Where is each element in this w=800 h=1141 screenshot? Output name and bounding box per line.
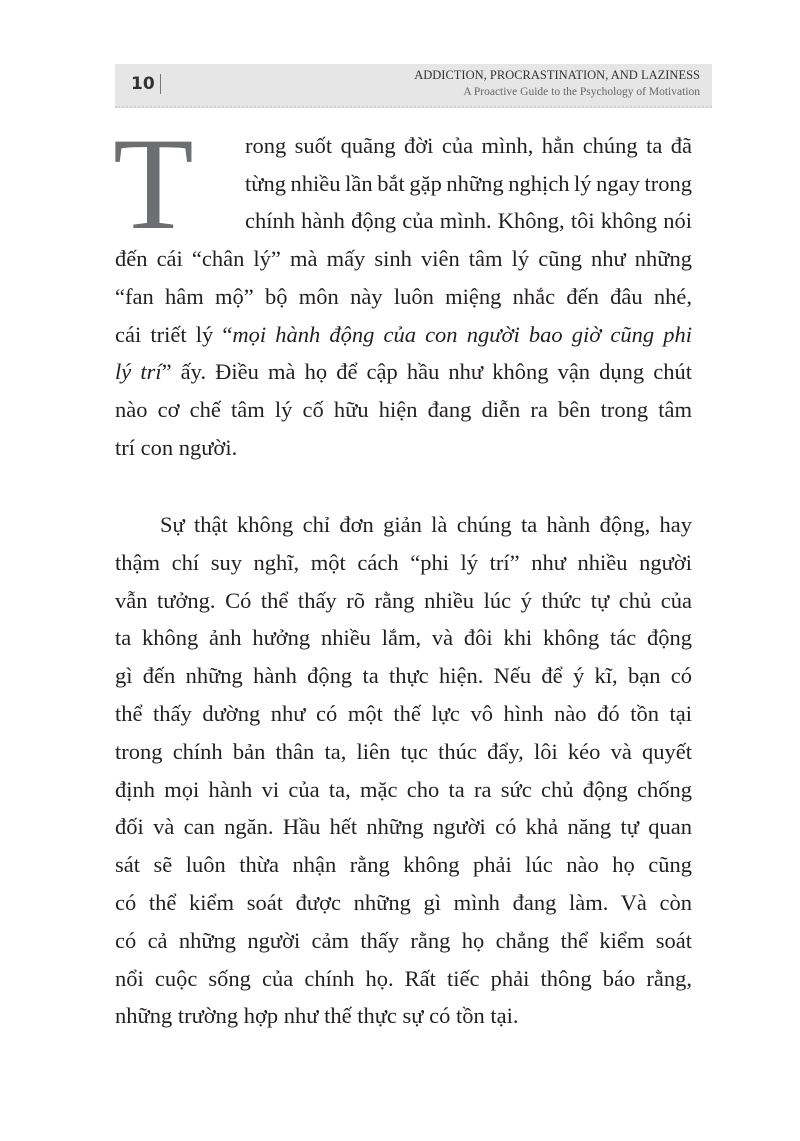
line-content: sát sẽ luôn thừa nhận rằng không phải lúc nào họ cũng: [115, 852, 692, 878]
text-line: [115, 812, 692, 842]
header-divider: [160, 74, 161, 94]
line-content: trong chính bản thân ta, liên tục thúc đẩy, lôi kéo và quyết: [115, 738, 692, 764]
line-content: gì đến những hành động ta thực hiện. Nếu để ý kĩ, bạn có: [115, 663, 692, 689]
text-line: [115, 357, 692, 387]
text-line: [115, 548, 692, 578]
line-content: rong suốt quãng đời của mình, hẳn chúng ta đã: [245, 133, 692, 158]
line-content: vẫn tưởng. Có thể thấy rõ rằng nhiều lúc ý thức tự chủ của: [115, 587, 692, 613]
text-line: [115, 395, 692, 425]
text-line: [245, 169, 692, 199]
line-content: từng nhiều lần bắt gặp những nghịch lý ngay trong: [245, 170, 692, 196]
line-content: định mọi hành vi của ta, mặc cho ta ra sức chủ động chống: [115, 776, 692, 802]
line-content: có thể kiểm soát được những gì mình đang làm. Và còn: [115, 890, 692, 915]
line-text: ” ấy. Điều mà họ để cập hầu như không vận dụng chút: [161, 359, 692, 385]
page-number: 10: [131, 74, 155, 94]
text-line: [115, 661, 692, 691]
line-content: chính hành động của mình. Không, tôi không nói: [245, 208, 692, 234]
text-line: [115, 926, 692, 956]
line-content: có cả những người cảm thấy rằng họ chẳng thể kiểm soát: [115, 927, 692, 953]
line-content: “fan hâm mộ” bộ môn này luôn miệng nhắc đến đâu nhé,: [115, 283, 692, 309]
book-title: ADDICTION, PROCRASTINATION, AND LAZINESS: [414, 68, 700, 82]
text-line: [115, 282, 692, 312]
italic-text: mọi hành động của con người bao giờ cũng phi: [232, 321, 692, 347]
line-content: nổi cuộc sống của chính họ. Rất tiếc phải thông báo rằng,: [115, 965, 692, 991]
drop-cap: T: [113, 110, 194, 257]
line-content: trí con người.: [115, 434, 238, 460]
italic-text: lý trí: [115, 359, 162, 385]
text-line: [115, 699, 692, 729]
line-text: cái triết lý “: [115, 321, 233, 347]
text-line: [115, 888, 692, 918]
text-line: [115, 623, 692, 653]
line-content: đến cái “chân lý” mà mấy sinh viên tâm lý cũng như những: [115, 246, 692, 272]
text-line: [115, 775, 692, 805]
text-line: [245, 206, 692, 236]
text-line: [115, 850, 692, 880]
line-content: [115, 320, 692, 350]
text-line: [115, 1001, 692, 1031]
line-content: thậm chí suy nghĩ, một cách “phi lý trí” như nhiều người: [115, 549, 692, 575]
book-subtitle: A Proactive Guide to the Psychology of Motivation: [463, 86, 700, 98]
text-line: [115, 320, 692, 350]
text-line: [160, 510, 692, 540]
running-header: [115, 64, 712, 108]
text-line: [115, 244, 692, 274]
line-content: Sự thật không chỉ đơn giản là chúng ta hành động, hay: [160, 512, 692, 537]
text-line: [115, 737, 692, 767]
text-line: [115, 586, 692, 616]
line-content: [115, 357, 692, 387]
text-line: [115, 433, 692, 463]
line-content: những trường hợp như thế thực sự có tồn tại.: [115, 1003, 519, 1029]
line-content: thể thấy dường như có một thế lực vô hình nào đó tồn tại: [115, 701, 692, 726]
line-content: ta không ảnh hưởng nhiều lắm, và đôi khi không tác động: [115, 625, 692, 651]
line-content: nào cơ chế tâm lý cố hữu hiện đang diễn ra bên trong tâm: [115, 396, 692, 422]
line-content: đối và can ngăn. Hầu hết những người có khả năng tự quan: [115, 814, 692, 840]
text-line: [245, 131, 692, 161]
text-line: [115, 964, 692, 994]
